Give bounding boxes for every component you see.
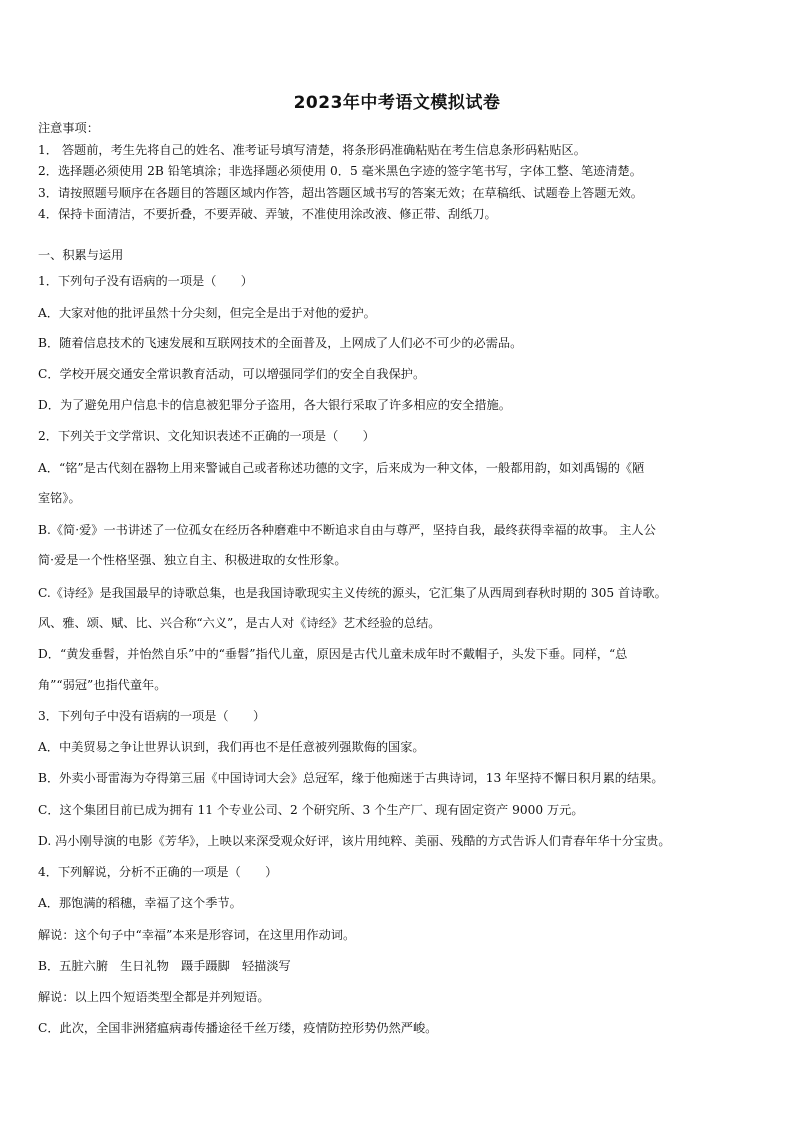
notice-heading: 注意事项：: [38, 121, 99, 135]
option-line: A．那饱满的稻穗，幸福了这个季节。: [38, 896, 242, 910]
option-line: A．“铭”是古代刻在器物上用来警诫自己或者称述功德的文字，后来成为一种文体，一般都用韵，如刘禹锡的《陋: [38, 461, 645, 475]
question-line: 1．下列句子没有语病的一项是（ ）: [38, 274, 253, 288]
option-line: A．大家对他的批评虽然十分尖刻，但完全是出于对他的爱护。: [38, 306, 376, 320]
notice-block: [38, 118, 768, 226]
question-line: 4．下列解说，分析不正确的一项是（ ）: [38, 865, 278, 879]
option-line: B．随着信息技术的飞速发展和互联网技术的全面普及，上网成了人们必不可少的必需品。: [38, 336, 523, 350]
option-line: B．五脏六腑 生日礼物 蹑手蹑脚 轻描淡写: [38, 959, 291, 973]
option-line: 简·爱是一个性格坚强、独立自主、积极进取的女性形象。: [38, 553, 347, 567]
page-title: 2023年中考语文模拟试卷: [293, 93, 501, 113]
notice-item: 3．请按照题号顺序在各题目的答题区域内作答，超出答题区域书写的答案无效；在草稿纸、试题卷上答题无效。: [38, 185, 643, 200]
option-line: D．为了避免用户信息卡的信息被犯罪分子盗用，各大银行采取了许多相应的安全措施。: [38, 398, 511, 412]
option-line: C．这个集团目前已成为拥有 11 个专业公司、2 个研究所、3 个生产厂、现有固定资产 9000 万元。: [38, 803, 584, 817]
option-line: 角”“弱冠”也指代童年。: [38, 678, 167, 692]
option-line: A．中美贸易之争让世界认识到，我们再也不是任意被列强欺侮的国家。: [38, 740, 425, 754]
section-title: 一、积累与运用: [38, 248, 124, 262]
notice-item: 1． 答题前，考生先将自己的姓名、准考证号填写清楚，将条形码准确粘贴在考生信息条形码粘贴区。: [38, 142, 586, 157]
option-line: B．外卖小哥雷海为夺得第三届《中国诗词大会》总冠军，缘于他痴迷于古典诗词，13 年坚持不懈日积月累的结果。: [38, 771, 664, 785]
option-line: D．“黄发垂髫，并怡然自乐”中的“垂髫”指代儿童，原因是古代儿童未成年时不戴帽子，头发下垂。同样，“总: [38, 647, 628, 661]
notice-item: 4．保持卡面清洁，不要折叠，不要弄破、弄皱，不准使用涂改液、修正带、刮纸刀。: [38, 207, 497, 221]
explanation-line: 解说：这个句子中“幸福”本来是形容词，在这里用作动词。: [38, 928, 356, 942]
notice-item: 2．选择题必须使用 2B 铅笔填涂；非选择题必须使用 0．5 毫米黑色字迹的签字笔书写，字体工整、笔迹清楚。: [38, 164, 642, 178]
explanation-line: 解说：以上四个短语类型全都是并列短语。: [38, 990, 270, 1004]
option-line: C．此次，全国非洲猪瘟病毒传播途径千丝万缕，疫情防控形势仍然严峻。: [38, 1021, 438, 1035]
option-line: C.《诗经》是我国最早的诗歌总集，也是我国诗歌现实主义传统的源头，它汇集了从西周到春秋时期的 305 首诗歌。: [38, 586, 667, 600]
option-line: C．学校开展交通安全常识教育活动，可以增强同学们的安全自我保护。: [38, 367, 426, 381]
question-line: 2．下列关于文学常识、文化知识表述不正确的一项是（ ）: [38, 429, 375, 443]
question-line: 3．下列句子中没有语病的一项是（ ）: [38, 709, 266, 723]
option-line: 室铭》。: [38, 491, 81, 505]
option-line: 风、雅、颂、赋、比、兴合称“六义”，是古人对《诗经》艺术经验的总结。: [38, 616, 441, 630]
option-line: D. 冯小刚导演的电影《芳华》，上映以来深受观众好评，该片用纯粹、美丽、残酷的方式告诉人们青春年华十分宝贵。: [38, 834, 671, 848]
option-line: B.《简·爱》一书讲述了一位孤女在经历各种磨难中不断追求自由与尊严，坚持自我，最终获得幸福的故事。 主人公: [38, 523, 656, 537]
